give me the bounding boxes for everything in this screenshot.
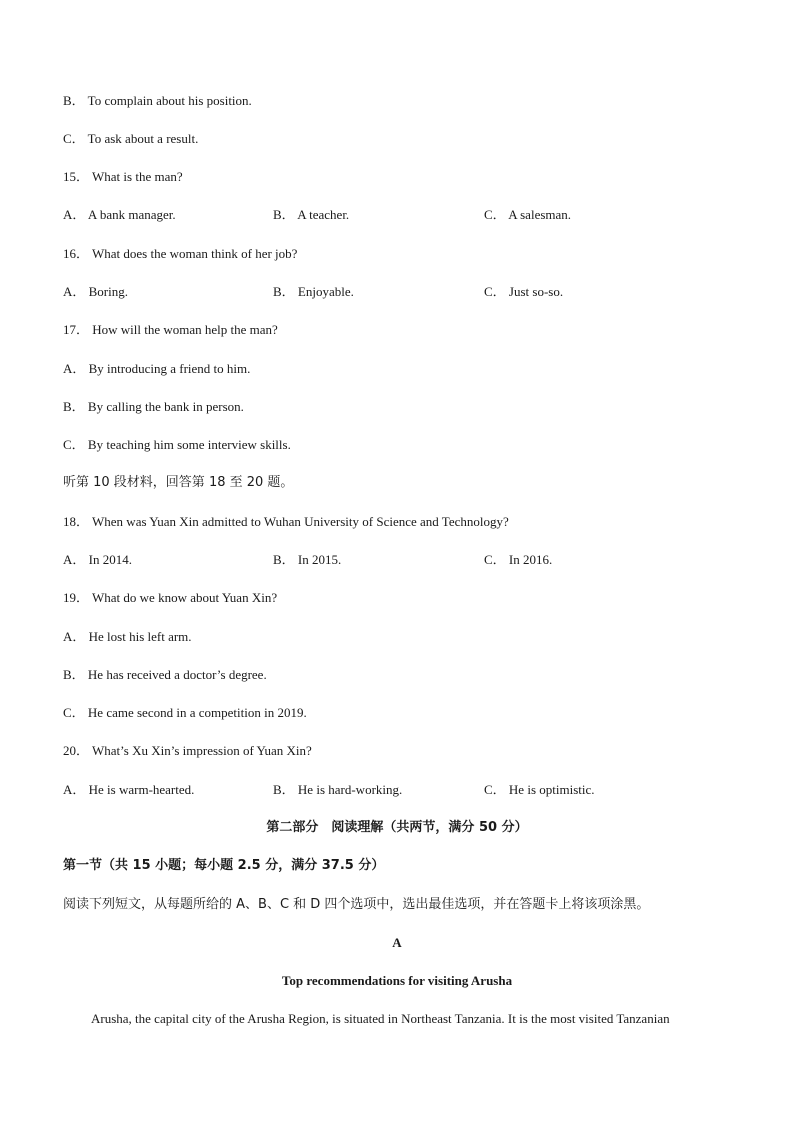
reading-instructions: 阅读下列短文，从每题所给的 A、B、C 和 D 四个选项中，选出最佳选项，并在答题卡上将该项涂黑。 bbox=[63, 897, 650, 912]
question-16: 16． What does the woman think of her job? bbox=[63, 246, 298, 261]
passage-title: Top recommendations for visiting Arusha bbox=[281, 973, 513, 988]
option-18b: B． In 2015. bbox=[273, 552, 342, 567]
option-17a: A． By introducing a friend to him. bbox=[63, 361, 251, 376]
option-15a: A． A bank manager. bbox=[63, 207, 176, 222]
option-18c: C． In 2016. bbox=[484, 552, 553, 567]
option-19a: A． He lost his left arm. bbox=[63, 629, 192, 644]
option-17c: C． By teaching him some interview skills. bbox=[63, 437, 291, 452]
section-10-instruction: 听第 10 段材料，回答第 18 至 20 题。 bbox=[63, 475, 294, 490]
question-15: 15． What is the man? bbox=[63, 169, 183, 184]
option-17b: B． By calling the bank in person. bbox=[63, 399, 244, 414]
option-15c: C． A salesman. bbox=[484, 207, 572, 222]
part-two-heading: 第二部分 阅读理解（共两节，满分 50 分） bbox=[266, 820, 528, 835]
option-18a: A． In 2014. bbox=[63, 552, 132, 567]
question-18: 18． When was Yuan Xin admitted to Wuhan University of Science and Technology? bbox=[63, 514, 509, 529]
question-19: 19． What do we know about Yuan Xin? bbox=[63, 590, 278, 605]
option-20c: C． He is optimistic. bbox=[484, 782, 595, 797]
option-19c: C． He came second in a competition in 2019. bbox=[63, 705, 307, 720]
question-20: 20． What’s Xu Xin’s impression of Yuan Xin? bbox=[63, 743, 312, 758]
passage-letter: A bbox=[392, 935, 402, 950]
option-16a: A． Boring. bbox=[63, 284, 129, 299]
option-14c: C． To ask about a result. bbox=[63, 131, 199, 146]
option-16c: C． Just so-so. bbox=[484, 284, 564, 299]
option-16b: B． Enjoyable. bbox=[273, 284, 354, 299]
option-20a: A． He is warm-hearted. bbox=[63, 782, 195, 797]
passage-paragraph: Arusha, the capital city of the Arusha Region, is situated in Northeast Tanzania. It is the most visited Tanzanian bbox=[91, 1011, 670, 1026]
section-one-heading: 第一节（共 15 小题；每小题 2.5 分，满分 37.5 分） bbox=[63, 858, 385, 873]
option-15b: B． A teacher. bbox=[273, 207, 350, 222]
option-19b: B． He has received a doctor’s degree. bbox=[63, 667, 267, 682]
option-20b: B． He is hard-working. bbox=[273, 782, 403, 797]
option-14b: B． To complain about his position. bbox=[63, 93, 252, 108]
question-17: 17． How will the woman help the man? bbox=[63, 322, 278, 337]
